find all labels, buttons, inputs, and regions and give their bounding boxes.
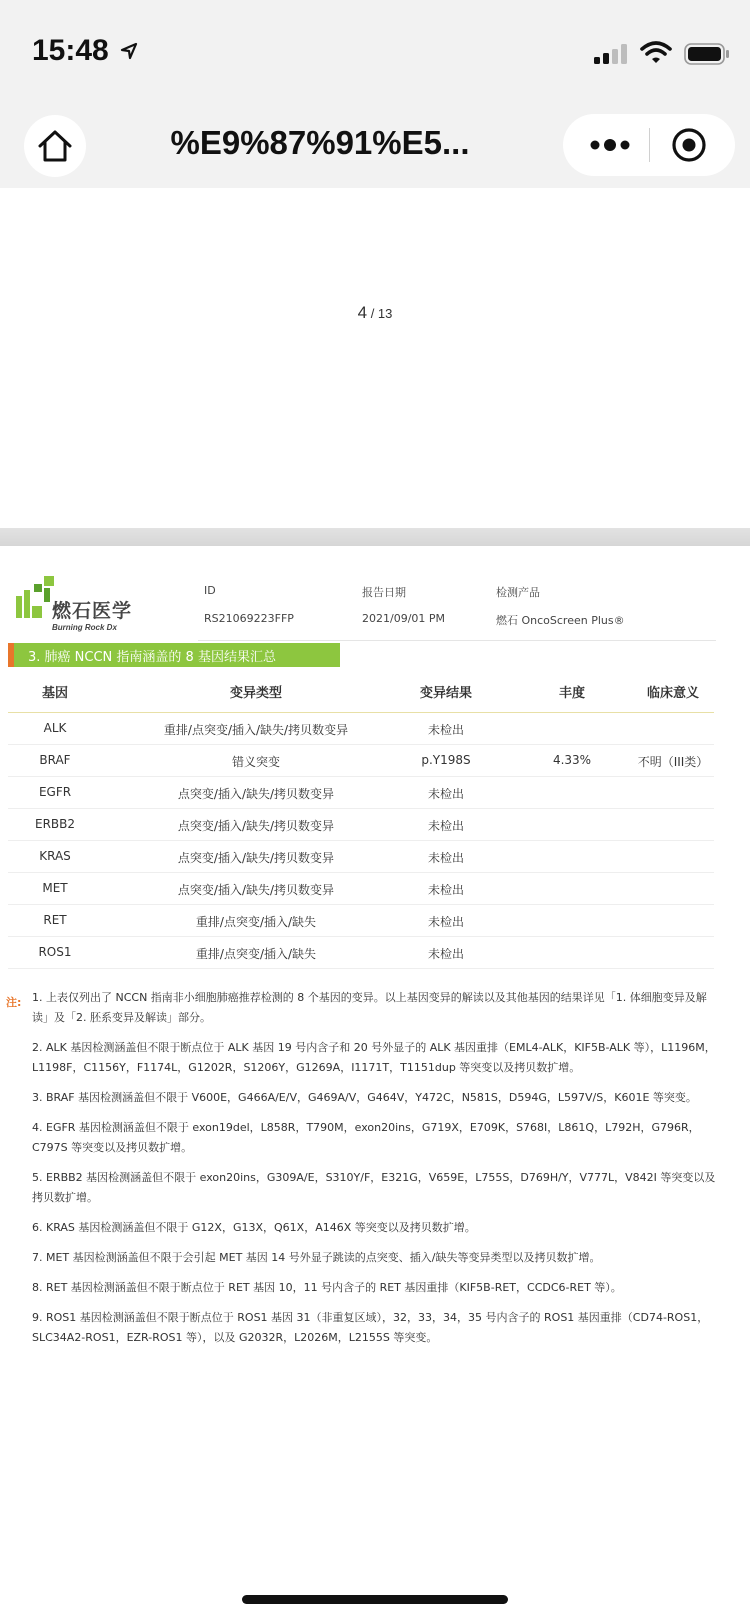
- table-row: [8, 777, 714, 809]
- cell-variant-result: 未检出: [427, 883, 464, 897]
- more-button[interactable]: [585, 132, 635, 158]
- cell-variant-type: 点突变/插入/缺失/拷贝数变异: [177, 819, 335, 833]
- id-value: RS21069223FFP: [204, 612, 294, 625]
- home-indicator[interactable]: [242, 1595, 508, 1604]
- product-value: 燃石 OncoScreen Plus®: [496, 614, 625, 627]
- status-time: 15:48: [32, 34, 109, 67]
- note-item: 7. MET 基因检测涵盖但不限于会引起 MET 基因 14 号外显子跳读的点突变、插入/缺失等变异类型以及拷贝数扩增。: [32, 1251, 601, 1264]
- cell-gene: ROS1: [38, 945, 72, 959]
- cell-variant-result: 未检出: [427, 915, 464, 929]
- note-item: 8. RET 基因检测涵盖但不限于断点位于 RET 基因 10，11 号内含子的 RET 基因重排（KIF5B-RET，CCDC6-RET 等）。: [32, 1281, 622, 1294]
- section-title: 3. 肺癌 NCCN 指南涵盖的 8 基因结果汇总: [28, 650, 276, 665]
- column-header-variant-type: 变异类型: [229, 686, 282, 701]
- cellular-signal-icon: [594, 44, 628, 68]
- home-button[interactable]: [24, 115, 86, 177]
- note-item: 6. KRAS 基因检测涵盖但不限于 G12X，G13X，Q61X，A146X 等突变以及拷贝数扩增。: [32, 1221, 476, 1234]
- report-date-label: 报告日期: [362, 586, 406, 599]
- product-label: 检测产品: [496, 586, 540, 599]
- cell-gene: EGFR: [38, 785, 72, 799]
- note-item: 9. ROS1 基因检测涵盖但不限于断点位于 ROS1 基因 31（非重复区域），32，33，34，35 号内含子的 ROS1 基因重排（CD74-ROS1，SLC34A2-ROS1，EZR-ROS1 等），以及 G2032R，L2026M，L2155S 等突变。: [32, 1311, 709, 1344]
- logo-english-name: Burning Rock Dx: [52, 623, 117, 632]
- close-button[interactable]: [671, 127, 707, 163]
- cell-variant-type: 重排/点突变/插入/缺失/拷贝数变异: [163, 723, 349, 737]
- notes-label: 注:: [6, 996, 22, 1009]
- column-header-variant-result: 变异结果: [419, 686, 472, 701]
- mini-program-capsule: [563, 114, 735, 176]
- capsule-divider: [649, 128, 650, 162]
- location-arrow-icon: [120, 42, 138, 64]
- column-header-gene: 基因: [41, 686, 68, 701]
- column-header-clinical-significance: 临床意义: [646, 686, 699, 701]
- cell-gene: ERBB2: [34, 817, 76, 831]
- cell-variant-result: p.Y198S: [421, 753, 471, 767]
- cell-variant-type: 重排/点突变/插入/缺失: [195, 915, 317, 929]
- status-bar: [0, 0, 750, 100]
- note-item: 5. ERBB2 基因检测涵盖但不限于 exon20ins，G309A/E，S310Y/F，E321G，V659E，L755S，D769H/Y，V777L，V842I 等突变以及拷贝数扩增。: [32, 1171, 716, 1204]
- cell-variant-result: 未检出: [427, 787, 464, 801]
- header-divider: [198, 640, 716, 641]
- cell-gene: ALK: [43, 721, 67, 735]
- cell-abundance: 4.33%: [552, 753, 592, 767]
- cell-variant-type: 错义突变: [231, 755, 280, 769]
- report-page[interactable]: [0, 546, 750, 1546]
- cell-variant-result: 未检出: [427, 851, 464, 865]
- report-date-value: 2021/09/01 PM: [362, 612, 446, 625]
- id-label: ID: [204, 584, 216, 597]
- cell-variant-type: 点突变/插入/缺失/拷贝数变异: [177, 787, 335, 801]
- section-banner: [8, 643, 340, 667]
- table-row: [8, 873, 714, 905]
- table-row: [8, 841, 714, 873]
- note-item: 2. ALK 基因检测涵盖但不限于断点位于 ALK 基因 19 号内含子和 20 号外显子的 ALK 基因重排（EML4-ALK，KIF5B-ALK 等），L1196M，L1198F，C1156Y，F1174L，G1202R，S1206Y，G1269A，I1171T，T1151dup 等突变以及拷贝数扩增。: [32, 1041, 716, 1074]
- table-row: [8, 905, 714, 937]
- table-row: [8, 937, 714, 969]
- table-header: [8, 670, 714, 713]
- cell-variant-result: 未检出: [427, 819, 464, 833]
- battery-icon: [684, 43, 730, 69]
- gene-results-table: [8, 670, 714, 969]
- nav-bar: [0, 100, 750, 188]
- cell-gene: KRAS: [39, 849, 71, 863]
- page-indicator: [0, 303, 750, 323]
- cell-variant-type: 点突变/插入/缺失/拷贝数变异: [177, 883, 335, 897]
- page-divider: [0, 528, 750, 546]
- cell-gene: RET: [43, 913, 67, 927]
- more-dots-icon: [589, 139, 631, 151]
- cell-variant-type: 重排/点突变/插入/缺失: [195, 947, 317, 961]
- cell-gene: BRAF: [39, 753, 71, 767]
- note-item: 4. EGFR 基因检测涵盖但不限于 exon19del，L858R，T790M，exon20ins，G719X，E709K，S768I，L861Q，L792H，G796R，C797S 等突变以及拷贝数扩增。: [32, 1121, 700, 1154]
- column-header-abundance: 丰度: [558, 686, 585, 701]
- cell-variant-result: 未检出: [427, 723, 464, 737]
- home-icon: [37, 129, 73, 163]
- table-row: [8, 713, 714, 745]
- table-body: [8, 713, 714, 969]
- target-close-icon: [671, 127, 707, 163]
- table-row: [8, 809, 714, 841]
- logo-chinese-name: 燃石医学: [52, 600, 133, 622]
- cell-variant-type: 点突变/插入/缺失/拷贝数变异: [177, 851, 335, 865]
- page-title: %E9%87%91%E5...: [170, 124, 470, 161]
- cell-variant-result: 未检出: [427, 947, 464, 961]
- page-separator: /: [367, 306, 378, 321]
- note-item: 3. BRAF 基因检测涵盖但不限于 V600E，G466A/E/V，G469A/V，G464V，Y472C，N581S，D594G，L597V/S，K601E 等突变。: [32, 1091, 697, 1104]
- note-item: 1. 上表仅列出了 NCCN 指南非小细胞肺癌推荐检测的 8 个基因的变异。以上基因变异的解读以及其他基因的结果详见「1. 体细胞变异及解读」及「2. 胚系变异及解读」部分。: [32, 991, 707, 1024]
- wifi-icon: [640, 40, 672, 68]
- page-current: 4: [357, 303, 368, 322]
- cell-gene: MET: [42, 881, 68, 895]
- page-total: 13: [377, 306, 393, 321]
- cell-clinical-significance: 不明（III类）: [637, 755, 709, 769]
- table-row: [8, 745, 714, 777]
- previous-page-area: [0, 188, 750, 528]
